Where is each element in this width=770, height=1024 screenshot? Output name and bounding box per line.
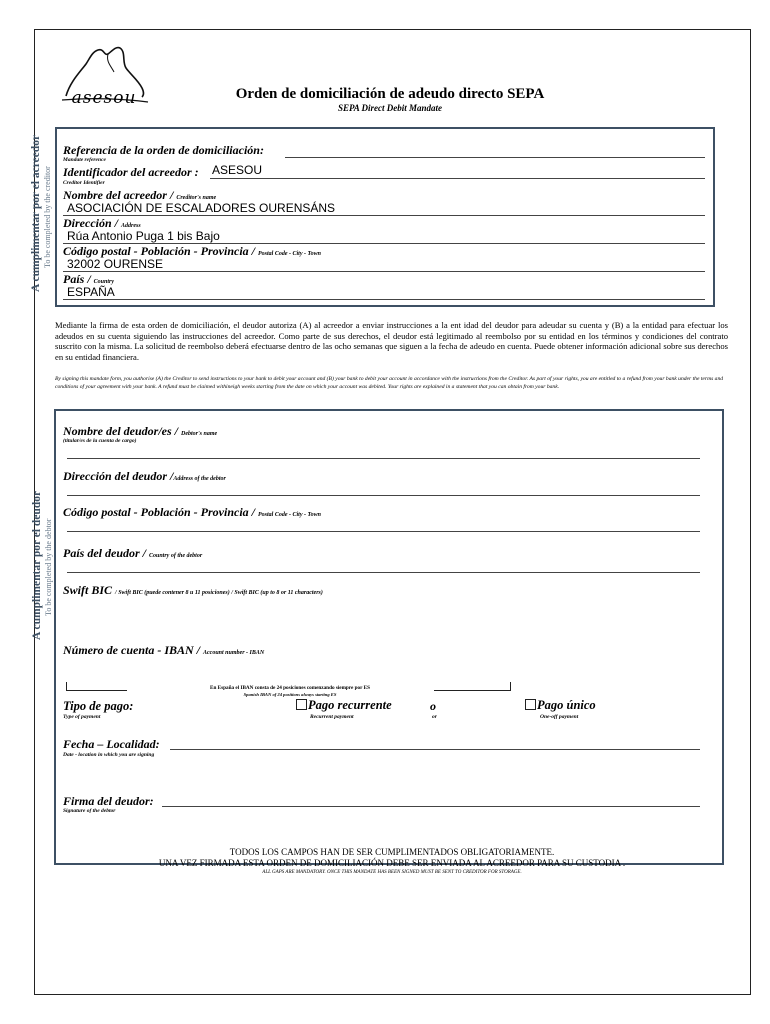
creditor-side-label-en: To be completed by the creditor: [43, 166, 52, 268]
creditor-identifier-sublabel: Creditor Identifier: [63, 180, 105, 186]
creditor-postal-value: 32002 OURENSE: [67, 257, 164, 271]
payment-type-label: Tipo de pago:: [63, 699, 134, 713]
mandate-reference-field[interactable]: [285, 157, 705, 158]
debtor-name-sublabel: (titular/es de la cuenta de cargo): [63, 438, 137, 444]
signature-label: Firma del deudor:: [63, 794, 154, 808]
recurrent-payment-checkbox[interactable]: [296, 699, 307, 710]
iban-field[interactable]: [67, 660, 700, 686]
debtor-postal-label: Código postal - Población - Provincia / Postal Code - City - Town: [63, 505, 321, 519]
date-location-sublabel: Date - location in which you are signing: [63, 752, 155, 758]
footer-line-2: UNA VEZ FIRMADA ESTA ORDEN DE DOMICILIACIÓN DEBE SER ENVIADA AL ACREEDOR PARA SU CUSTODIA .: [158, 858, 626, 868]
creditor-name-value: ASOCIACIÓN DE ESCALADORES OURENSÁNS: [67, 201, 336, 215]
payment-type-sublabel: Type of payment: [63, 714, 101, 720]
swift-bic-label: Swift BIC / Swift BIC (puede contener 8 u 11 posiciones) / Swift BIC (up to 8 or 11 characters): [63, 583, 323, 597]
date-location-field[interactable]: [170, 749, 700, 750]
debtor-address-field[interactable]: [67, 495, 700, 496]
recurrent-payment-sublabel: Recurrent payment: [310, 714, 354, 720]
footer-line-3: ALL GAPS ARE MANDATORY. ONCE THIS MANDATE HAS BEEN SIGNED MUST BE SENT TO CREDITOR FOR STORAGE.: [262, 870, 522, 875]
creditor-side-label: A cumplimentar por el acreedor: [30, 134, 42, 292]
footer-line-1: TODOS LOS CAMPOS HAN DE SER CUMPLIMENTADOS OBLIGATORIAMENTE.: [229, 847, 555, 857]
iban-bracket-right: [434, 682, 511, 691]
swift-bic-field[interactable]: [67, 598, 700, 628]
debtor-country-field[interactable]: [67, 572, 700, 573]
creditor-postal-line: [63, 271, 705, 272]
creditor-country-label: País / Country: [63, 272, 115, 286]
creditor-identifier-line: [210, 178, 705, 179]
creditor-identifier-value: ASESOU: [212, 163, 263, 177]
consent-paragraph-en: By signing this mandate form, you authorise (A) the Creditor to send instructions to your bank to debit your account and (B) your bank to debit your account in accordance with the instructions from the Creditor. As part of your rights, you are entitled to a refund from your bank under the terms and conditions of your agreement with your bank. A refund must be claimed withineigh weeks starting from the date on which your account was debited. Your rights are explained in a statement that you can obtain from your bank.: [55, 376, 724, 390]
creditor-address-value: Rúa Antonio Puga 1 bis Bajo: [67, 229, 220, 243]
creditor-country-value: ESPAÑA: [67, 285, 115, 299]
debtor-name-label: Nombre del deudor/es / Debtor's name: [63, 424, 218, 438]
oneoff-payment-checkbox[interactable]: [525, 699, 536, 710]
iban-note: En España el IBAN consta de 24 posiciones comenzando siempre por ES: [210, 685, 370, 691]
iban-bracket-left: [66, 682, 127, 691]
signature-sublabel: Signature of the debtor: [63, 808, 116, 814]
document-title: Orden de domiciliación de adeudo directo SEPA: [235, 86, 545, 102]
creditor-postal-label: Código postal - Población - Provincia / Postal Code - City - Town: [63, 244, 321, 258]
asesou-logo: [56, 42, 152, 112]
mandate-reference-label: Referencia de la orden de domiciliación:: [63, 143, 264, 157]
oneoff-payment-sublabel: One-off payment: [540, 714, 579, 720]
iban-label: Número de cuenta - IBAN / Account number - IBAN: [63, 643, 265, 657]
oneoff-payment-label: Pago único: [537, 698, 596, 712]
date-location-label: Fecha – Localidad:: [63, 737, 160, 751]
debtor-side-label-en: To be completed by the debtor: [44, 518, 53, 616]
or-sublabel: or: [432, 714, 437, 720]
signature-field[interactable]: [162, 806, 700, 807]
creditor-country-line: [63, 299, 705, 300]
mandate-reference-sublabel: Mandate reference: [63, 157, 106, 163]
debtor-side-label: A cumplimentar por el deudor: [31, 490, 43, 640]
creditor-name-label: Nombre del acreedor / Creditor's name: [63, 188, 217, 202]
debtor-postal-field[interactable]: [67, 531, 700, 532]
debtor-name-field[interactable]: [67, 458, 700, 459]
creditor-name-line: [63, 215, 705, 216]
iban-note-en: Spanish IBAN of 24 positions always starting ES: [243, 692, 337, 697]
debtor-country-label: País del deudor / Country of the debtor: [63, 546, 203, 560]
creditor-address-label: Dirección / Address: [63, 216, 141, 230]
or-label: o: [430, 699, 436, 713]
document-subtitle: SEPA Direct Debit Mandate: [337, 103, 443, 113]
debtor-address-label: Dirección del deudor /Address of the debtor: [63, 469, 226, 483]
creditor-identifier-label: Identificador del acreedor :: [63, 165, 199, 179]
logo-text: asesou: [71, 88, 137, 108]
recurrent-payment-label: Pago recurrente: [308, 698, 392, 712]
consent-paragraph-es: Mediante la firma de esta orden de domiciliación, el deudor autoriza (A) al acreedor a enviar instrucciones a la ent idad del deudor para adeudar su cuenta y (B) a la entidad para efectuar los adeudos en su cuenta siguiendo las instrucciones del acreedor. Como parte de sus derechos, el deudor está legitimado al reembolso por su entidad en los términos y condiciones del contrato suscrito con la misma. La solicitud de reembolso deberá efectuarse dentro de las ocho semanas que siguen a la fecha de adeudo en cuenta. Puede obtener información adicional sobre sus derechos en su entidad financiera.: [55, 320, 728, 362]
